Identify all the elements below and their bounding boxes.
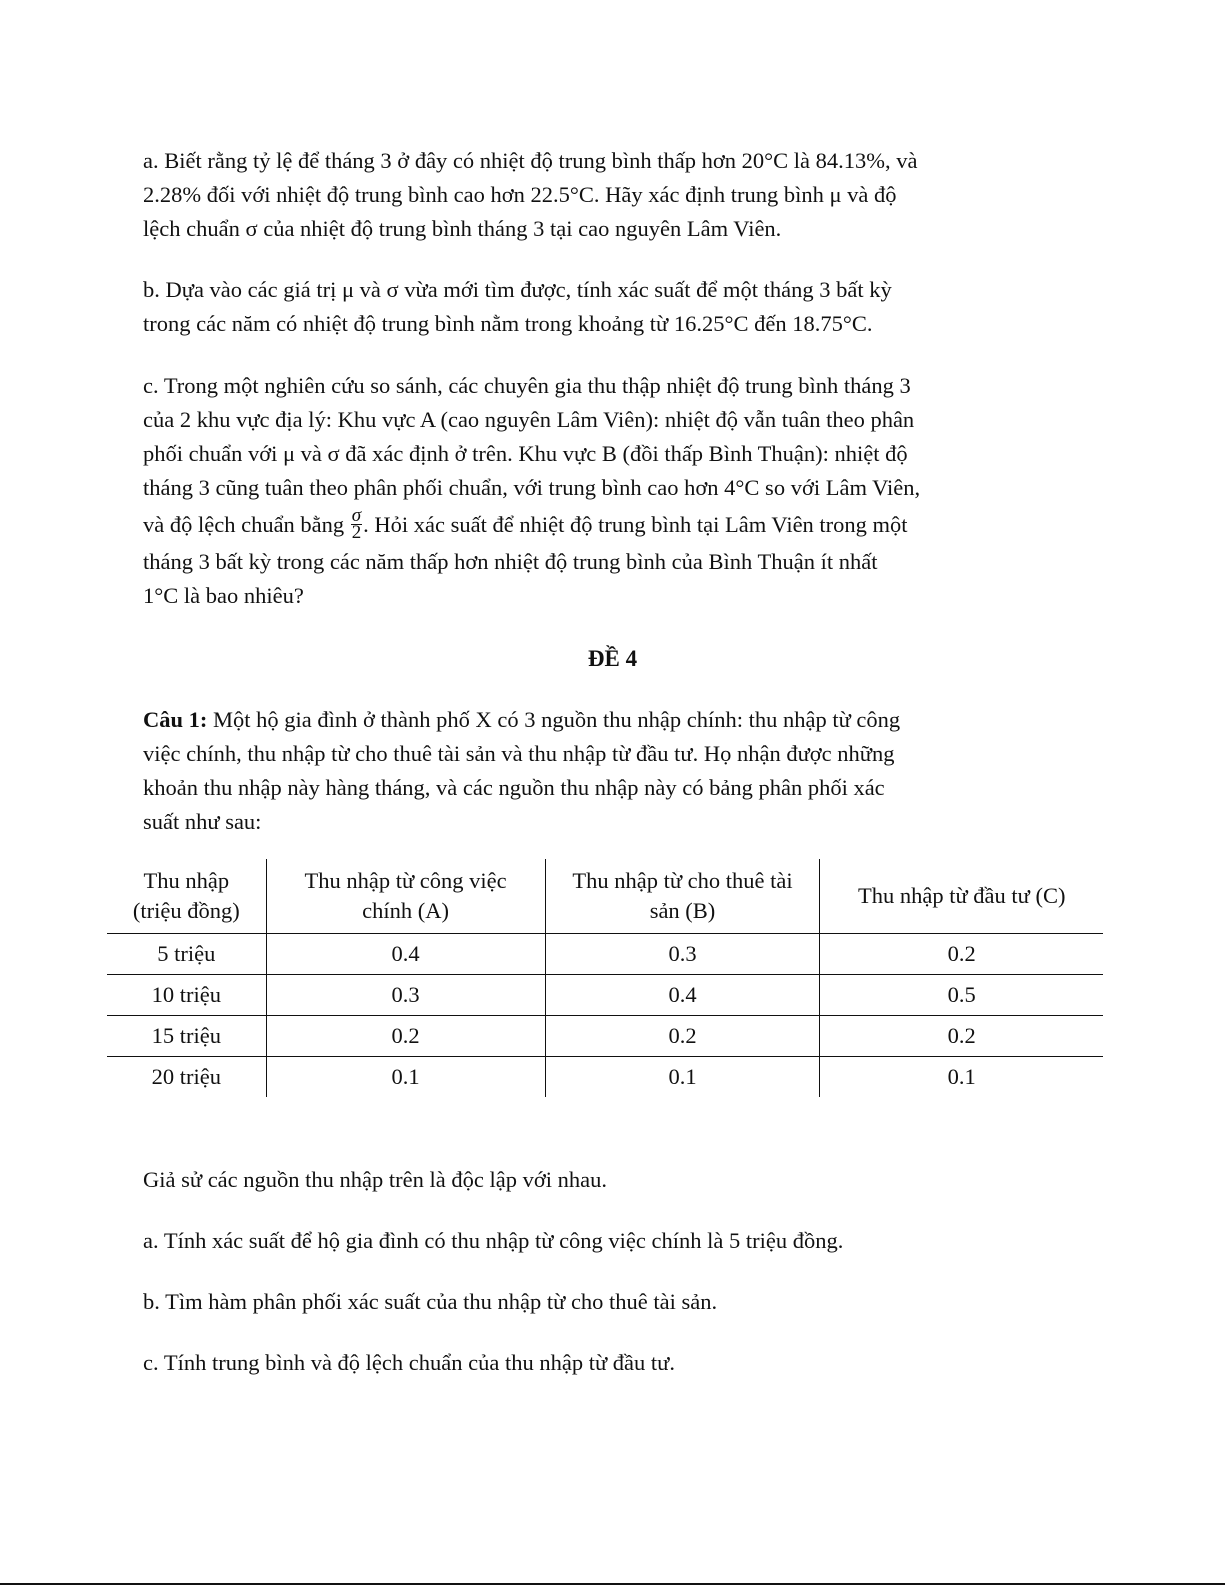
question-1-line-2: việc chính, thu nhập từ cho thuê tài sản và thu nhập từ đầu tư. Họ nhận được những bbox=[143, 741, 895, 766]
fraction-denominator: 2 bbox=[351, 522, 362, 544]
part-b-line-2: trong các năm có nhiệt độ trung bình nằm trong khoảng từ 16.25°C đến 18.75°C. bbox=[143, 311, 873, 336]
question-1-line-1 bbox=[143, 703, 1073, 737]
part-c-line-3: phối chuẩn với μ và σ đã xác định ở trên. Khu vực B (đồi thấp Bình Thuận): nhiệt độ bbox=[143, 441, 908, 466]
question-1-part-a bbox=[143, 1224, 1073, 1258]
header-main-job-line-1: Thu nhập từ công việc bbox=[304, 868, 507, 893]
part-a-paragraph bbox=[143, 144, 1073, 246]
header-rental bbox=[545, 859, 820, 934]
table-cell: 0.1 bbox=[947, 1064, 976, 1089]
table-cell: 0.3 bbox=[545, 934, 820, 975]
table-cell: 0.2 bbox=[266, 1016, 545, 1057]
question-1-part-a-text: a. Tính xác suất để hộ gia đình có thu nhập từ công việc chính là 5 triệu đồng. bbox=[143, 1228, 844, 1253]
part-c-line-5-before: và độ lệch chuẩn bằng bbox=[143, 512, 350, 537]
question-1-paragraph bbox=[143, 703, 1073, 839]
assumption-paragraph bbox=[143, 1163, 1073, 1197]
table-cell: 15 triệu bbox=[107, 1016, 266, 1057]
part-c-line-1: c. Trong một nghiên cứu so sánh, các chuyên gia thu thập nhiệt độ trung bình tháng 3 bbox=[143, 373, 911, 398]
part-c-line-7: 1°C là bao nhiêu? bbox=[143, 583, 304, 608]
table-row bbox=[107, 1057, 1103, 1098]
part-b-line-1: b. Dựa vào các giá trị μ và σ vừa mới tìm được, tính xác suất để một tháng 3 bất kỳ bbox=[143, 277, 892, 302]
header-main-job-line-2: chính (A) bbox=[362, 898, 449, 923]
table-cell: 0.2 bbox=[545, 1016, 820, 1057]
sigma-over-two-fraction bbox=[351, 505, 362, 544]
part-c-line-6: tháng 3 bất kỳ trong các năm thấp hơn nhiệt độ trung bình của Bình Thuận ít nhất bbox=[143, 549, 878, 574]
table-header-row bbox=[107, 859, 1103, 934]
table-cell: 0.5 bbox=[820, 975, 1103, 1016]
table-cell: 0.1 bbox=[545, 1057, 820, 1098]
header-main-job bbox=[266, 859, 545, 934]
section-heading: ĐỀ 4 bbox=[587, 646, 638, 671]
table-row bbox=[107, 934, 1103, 975]
part-b-paragraph bbox=[143, 273, 1073, 341]
header-investment bbox=[820, 859, 1103, 934]
income-distribution-table bbox=[107, 859, 1103, 1097]
question-1-part-b-text: b. Tìm hàm phân phối xác suất của thu nhập từ cho thuê tài sản. bbox=[143, 1289, 718, 1314]
table-cell: 0.2 bbox=[820, 934, 1103, 975]
header-income bbox=[107, 859, 266, 934]
header-rental-line-2: sản (B) bbox=[649, 898, 716, 923]
header-income-line-2: (triệu đồng) bbox=[132, 898, 240, 923]
table-cell: 10 triệu bbox=[107, 975, 266, 1016]
question-1-line-1-text: Một hộ gia đình ở thành phố X có 3 nguồn thu nhập chính: thu nhập từ công bbox=[207, 707, 901, 732]
table-cell: 5 triệu bbox=[107, 934, 266, 975]
table-row bbox=[107, 1016, 1103, 1057]
table-cell: 0.4 bbox=[266, 934, 545, 975]
assumption-text: Giả sử các nguồn thu nhập trên là độc lập với nhau. bbox=[143, 1167, 607, 1192]
header-investment-line-1: Thu nhập từ đầu tư (C) bbox=[857, 883, 1066, 908]
part-c-line-4: tháng 3 cũng tuân theo phân phối chuẩn, với trung bình cao hơn 4°C so với Lâm Viên, bbox=[143, 475, 921, 500]
part-c-line-5-after: . Hỏi xác suất để nhiệt độ trung bình tại Lâm Viên trong một bbox=[363, 512, 908, 537]
table-cell: 0.3 bbox=[266, 975, 545, 1016]
question-1-part-c bbox=[143, 1346, 1073, 1380]
question-1-part-c-text: c. Tính trung bình và độ lệch chuẩn của thu nhập từ đầu tư. bbox=[143, 1350, 675, 1375]
question-1-label: Câu 1: bbox=[143, 707, 208, 732]
part-a-line-2: 2.28% đối với nhiệt độ trung bình cao hơn 22.5°C. Hãy xác định trung bình μ và độ bbox=[143, 182, 897, 207]
part-a-line-1: a. Biết rằng tỷ lệ để tháng 3 ở đây có nhiệt độ trung bình thấp hơn 20°C là 84.13%, và bbox=[143, 148, 918, 173]
header-income-line-1: Thu nhập bbox=[143, 868, 230, 893]
table-cell: 0.1 bbox=[266, 1057, 545, 1098]
header-rental-line-1: Thu nhập từ cho thuê tài bbox=[572, 868, 793, 893]
question-1-part-b bbox=[143, 1285, 1073, 1319]
part-a-line-3: lệch chuẩn σ của nhiệt độ trung bình tháng 3 tại cao nguyên Lâm Viên. bbox=[143, 216, 782, 241]
table-row bbox=[107, 975, 1103, 1016]
table-cell: 0.2 bbox=[820, 1016, 1103, 1057]
part-c-line-5 bbox=[143, 505, 1073, 545]
question-1-line-4: suất như sau: bbox=[143, 809, 262, 834]
table-cell: 0.4 bbox=[545, 975, 820, 1016]
part-c-line-2: của 2 khu vực địa lý: Khu vực A (cao nguyên Lâm Viên): nhiệt độ vẫn tuân theo phân bbox=[143, 407, 915, 432]
part-c-paragraph bbox=[143, 369, 1073, 613]
question-1-line-3: khoản thu nhập này hàng tháng, và các nguồn thu nhập này có bảng phân phối xác bbox=[143, 775, 885, 800]
table-cell: 20 triệu bbox=[107, 1057, 266, 1098]
fraction-numerator: σ bbox=[351, 505, 362, 527]
